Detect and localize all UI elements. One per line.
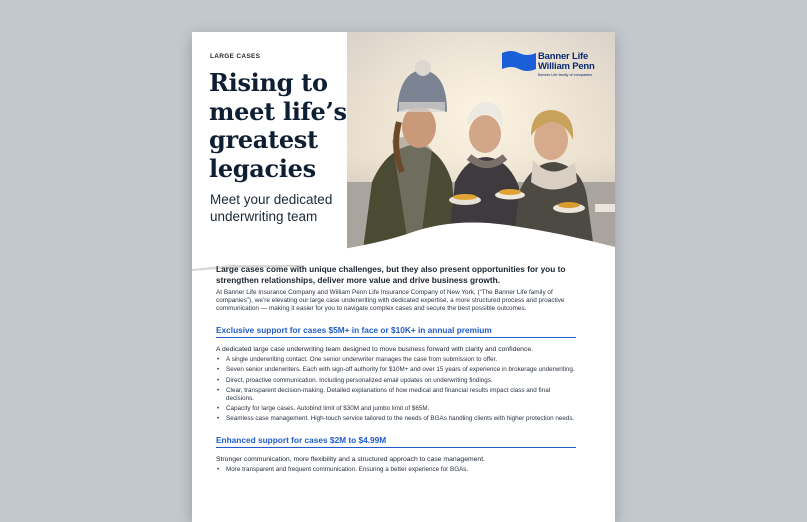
list-item: • A single underwriting contact. One senior underwriter manages the case from submission to offer. — [225, 356, 576, 364]
logo-line-2: William Penn — [538, 61, 595, 72]
section-heading: Enhanced support for cases $2M to $4.99M — [216, 435, 576, 448]
list-item: • More transparent and frequent communication. Ensuring a better experience for BGAs. — [225, 466, 576, 474]
section-heading: Exclusive support for cases $5M+ in face or $10K+ in annual premium — [216, 325, 576, 338]
intro-lead: Large cases come with unique challenges, but they also present opportunities for you to strengthen relationships, deliver more value and drive business growth. — [216, 264, 566, 285]
bullet-list — [216, 356, 576, 423]
list-item: • Direct, proactive communication. Including personalized email updates on underwriting findings. — [225, 377, 576, 385]
list-item: • Seamless case management. High-touch service tailored to the needs of BGAs handling clients with higher protection needs. — [225, 415, 576, 423]
body-content — [216, 264, 576, 486]
logo-line-3: Banner Life family of companies — [538, 73, 593, 77]
page-title — [209, 69, 389, 183]
category-label: LARGE CASES — [210, 53, 261, 60]
bullet-list — [216, 466, 576, 474]
title-line: Rising to — [209, 68, 328, 97]
page-subtitle: Meet your dedicated underwriting team — [210, 192, 333, 224]
document-page — [192, 32, 615, 522]
title-line: legacies — [209, 153, 316, 183]
title-line: meet life’s — [209, 96, 347, 126]
flag-icon — [502, 50, 536, 72]
list-item: • Clear, transparent decision-making. Detailed explanations of how medical and financial results impact class and final decisions. — [225, 387, 576, 403]
intro-paragraph: At Banner Life Insurance Company and William Penn Life Insurance Company of New York, (“The Banner Life family of companies”), we’re elevating our large case underwriting with dedicated expertise, a more structured process and proactive communication — making it easier for you to navigate complex cases and secure the best possible outcomes. — [216, 289, 565, 312]
section-lead: Stronger communication, more flexibility and a structured approach to case management. — [216, 456, 485, 464]
company-logo — [502, 50, 612, 80]
list-item: • Seven senior underwriters. Each with sign-off authority for $10M+ and over 15 years of experience in brokerage underwriting. — [225, 366, 576, 374]
title-line: greatest — [209, 125, 318, 154]
section-lead: A dedicated large case underwriting team designed to move business forward with clarity and confidence. — [216, 346, 533, 353]
list-item: • Capacity for large cases. Autobind limit of $30M and jumbo limit of $65M. — [225, 405, 576, 413]
logo-line-1: Banner Life — [538, 51, 589, 62]
